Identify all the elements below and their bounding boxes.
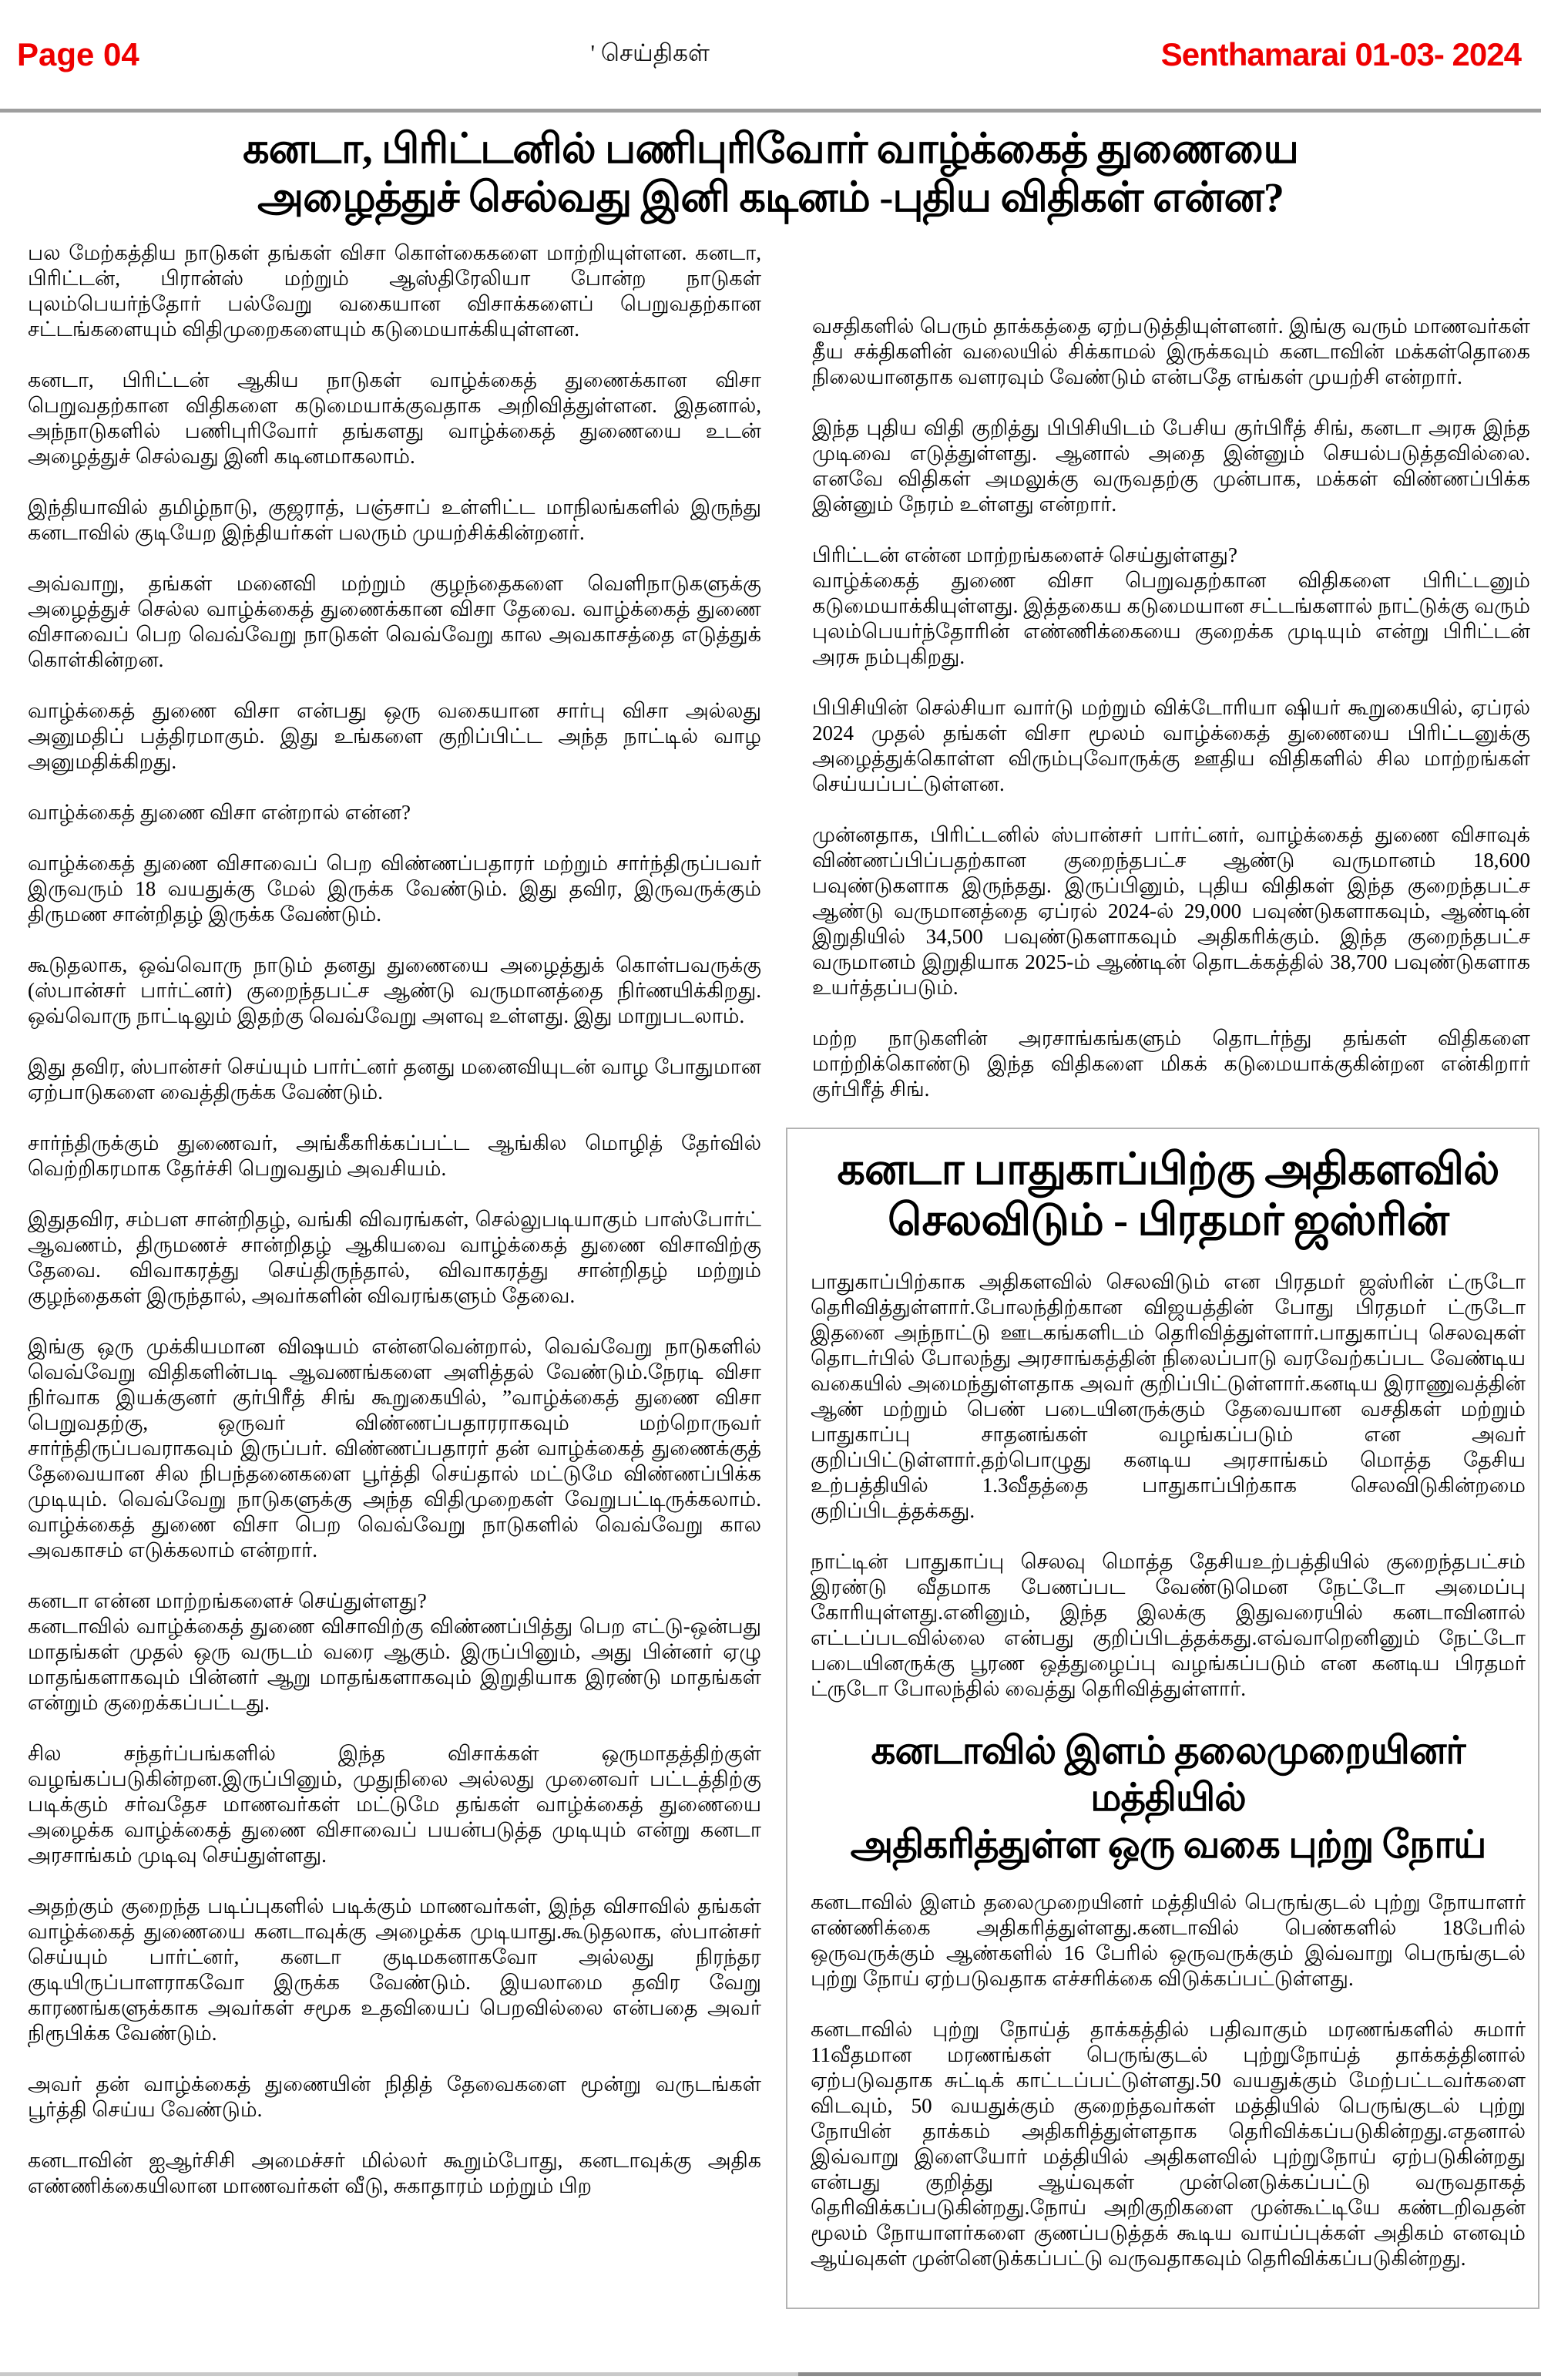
page-number: Page 04 bbox=[17, 35, 139, 72]
body-paragraph: பிபிசியின் செல்சியா வார்டு மற்றும் விக்டோரியா ஷியர் கூறுகையில், ஏப்ரல் 2024 முதல் தங்கள் விசா மூலம் வாழ்க்கைத் துணையை பிரிட்டனுக்கு அழைத்துக்கொள்ள விரும்புவோருக்கு ஊதிய விதிகளில் சில மாற்றங்கள் செய்யப்பட்டுள்ளன. bbox=[812, 696, 1530, 795]
right-column bbox=[812, 240, 1530, 2309]
masthead-date: Senthamarai 01-03- 2024 bbox=[1160, 35, 1521, 72]
body-paragraph: அவர் தன் வாழ்க்கைத் துணையின் நிதித் தேவைகளை மூன்று வருடங்கள் பூர்த்தி செய்ய வேண்டும். bbox=[28, 2072, 761, 2121]
body-paragraph: கனடா, பிரிட்டன் ஆகிய நாடுகள் வாழ்க்கைத் துணைக்கான விசா பெறுவதற்கான விதிகளை கடுமையாக்குவதாக அறிவித்துள்ளன. இதனால், அந்நாடுகளில் பணிபுரிவோர் தங்களது வாழ்க்கைத் துணையை உடன் அழைத்துச் செல்வது இனி கடினமாகலாம். bbox=[28, 368, 761, 468]
body-paragraph: முன்னதாக, பிரிட்டனில் ஸ்பான்சர் பார்ட்னர், வாழ்க்கைத் துணை விசாவுக் விண்ணப்பிப்பதற்கான குறைந்தபட்ச ஆண்டு வருமானம் 18,600 பவுண்டுகளாக இருந்தது. இருப்பினும், புதிய விதிகள் இந்த குறைந்தபட்ச ஆண்டு வருமானத்தை ஏப்ரல் 2024-ல் 29,000 பவுண்டுகளாகவும், ஆண்டின் இறுதியில் 34,500 பவுண்டுகளாகவும் அதிகரிக்கும். இந்த குறைந்தபட்ச வருமானம் இறுதியாக 2025-ம் ஆண்டின் தொடக்கத்தில் 38,700 பவுண்டுகளாக உயர்த்தப்படும். bbox=[812, 823, 1530, 999]
page-header bbox=[0, 0, 1541, 113]
body-paragraph: வாழ்க்கைத் துணை விசா பெறுவதற்கான விதிகளை பிரிட்டனும் கடுமையாக்கியுள்ளது. இத்தகைய கடுமையான சட்டங்களால் நாட்டுக்கு வரும் புலம்பெயர்ந்தோரின் எண்ணிக்கையை குறைக்க முடியும் என்று பிரிட்டன் அரசு நம்புகிறது. bbox=[812, 569, 1530, 668]
article-columns bbox=[0, 240, 1541, 2309]
main-headline-line1: கனடா, பிரிட்டனில் பணிபுரிவோர் வாழ்க்கைத் துணையை bbox=[243, 126, 1298, 172]
question-subhead: கனடா என்ன மாற்றங்களைச் செய்துள்ளது? bbox=[28, 1589, 427, 1612]
body-paragraph: அதற்கும் குறைந்த படிப்புகளில் படிக்கும் மாணவர்கள், இந்த விசாவில் தங்கள் வாழ்க்கைத் துணையை கனடாவுக்கு அழைக்க முடியாது.கூடுதலாக, ஸ்பான்சர் செய்யும் பார்ட்னர், கனடா குடிமகனாகவோ அல்லது நிரந்தர குடியிருப்பாளராகவோ இருக்க வேண்டும். இயலாமை தவிர வேறு காரணங்களுக்காக அவர்கள் சமூக உதவியைப் பெறவில்லை என்பதை அவர் நிரூபிக்க வேண்டும். bbox=[28, 1894, 762, 2045]
body-paragraph: அவ்வாறு, தங்கள் மனைவி மற்றும் குழந்தைகளை வெளிநாடுகளுக்கு அழைத்துச் செல்ல வாழ்க்கைத் துணைக்கான விசா தேவை. வாழ்க்கைத் துணை விசாவைப் பெற வெவ்வேறு நாடுகள் வெவ்வேறு கால அவகாசத்தை எடுத்துக் கொள்கின்றன. bbox=[28, 572, 761, 671]
body-paragraph: கனடாவின் ஐஆர்சிசி அமைச்சர் மில்லர் கூறும்போது, கனடாவுக்கு அதிக எண்ணிக்கையிலான மாணவர்கள் வீடு, சுகாதாரம் மற்றும் பிற bbox=[28, 2149, 761, 2197]
body-paragraph: மற்ற நாடுகளின் அரசாங்கங்களும் தொடர்ந்து தங்கள் விதிகளை மாற்றிக்கொண்டு இந்த விதிகளை மிகக் கடுமையாக்குகின்றன என்கிறார் குர்பிரீத் சிங். bbox=[812, 1027, 1530, 1101]
cancer-headline-line2: அதிகரித்துள்ள ஒரு வகை புற்று நோய் bbox=[850, 1823, 1486, 1866]
body-paragraph: இங்கு ஒரு முக்கியமான விஷயம் என்னவென்றால், வெவ்வேறு நாடுகளில் வெவ்வேறு விதிகளின்படி ஆவணங்களை அளித்தல் வேண்டும்.நேரடி விசா நிர்வாக இயக்குனர் குர்பிரீத் சிங் கூறுகையில், ”வாழ்க்கைத் துணை விசா பெறுவதற்கு, ஒருவர் விண்ணப்பதாரராகவும் மற்றொருவர் சார்ந்திருப்பவராகவும் இருப்பர். விண்ணப்பதாரர் தன் வாழ்க்கைத் துணைக்குத் தேவையான சில நிபந்தனைகளை பூர்த்தி செய்தால் மட்டுமே விண்ணப்பிக்க முடியும். வெவ்வேறு நாடுகளுக்கு அந்த விதிமுறைகள் வேறுபட்டிருக்கலாம். வாழ்க்கைத் துணை விசா பெற வெவ்வேறு நாடுகளில் வெவ்வேறு கால அவகாசம் எடுக்கலாம் என்றார். bbox=[28, 1335, 761, 1561]
question-subhead: பிரிட்டன் என்ன மாற்றங்களைச் செய்துள்ளது? bbox=[812, 543, 1237, 566]
cancer-headline-line1: கனடாவில் இளம் தலைமுறையினர் மத்தியில் bbox=[871, 1729, 1465, 1819]
body-paragraph: இதுதவிர, சம்பள சான்றிதழ், வங்கி விவரங்கள், செல்லுபடியாகும் பாஸ்போர்ட் ஆவணம், திருமணச் சான்றிதழ் ஆகியவை வாழ்க்கைத் துணை விசாவிற்கு தேவை. விவாகரத்து செய்திருந்தால், விவாகரத்து சான்றிதழ் மற்றும் குழந்தைகள் இருந்தால், அவர்களின் விவரங்களும் தேவை. bbox=[28, 1208, 761, 1307]
body-paragraph: நாட்டின் பாதுகாப்பு செலவு மொத்த தேசியஉற்பத்தியில் குறைந்தபட்சம் இரண்டு வீதமாக பேணப்பட வேண்டுமென நேட்டோ அமைப்பு கோரியுள்ளது.எனினும், இந்த இலக்கு இதுவரையில் கனடாவினால் எட்டப்படவில்லை என்பது குறிப்பிடத்தக்கது.எவ்வாறெனினும் நேட்டோ படையினருக்கு பூரண ஒத்துழைப்பு வழங்கப்படும் என கனடிய பிரதமர் ட்ருடோ போலந்தில் வைத்து தெரிவித்துள்ளார். bbox=[811, 1550, 1526, 1700]
body-paragraph: இந்தியாவில் தமிழ்நாடு, குஜராத், பஞ்சாப் உள்ளிட்ட மாநிலங்களில் இருந்து கனடாவில் குடியேற இந்தியர்கள் பலரும் முயற்சிக்கின்றனர். bbox=[28, 496, 761, 544]
body-paragraph: சில சந்தர்ப்பங்களில் இந்த விசாக்கள் ஒருமாதத்திற்குள் வழங்கப்படுகின்றன.இருப்பினும், முதுநிலை அல்லது முனைவர் பட்டத்திற்கு படிக்கும் சர்வதேச மாணவர்கள் மட்டுமே தங்கள் வாழ்க்கைத் துணையை அழைக்க வாழ்க்கைத் துணை விசாவைப் பயன்படுத்த முடியும் என்று கனடா அரசாங்கம் முடிவு செய்துள்ளது. bbox=[28, 1742, 761, 1867]
main-headline bbox=[23, 125, 1518, 222]
body-paragraph: பாதுகாப்பிற்காக அதிகளவில் செலவிடும் என பிரதமர் ஜஸ்ரின் ட்ருடோ தெரிவித்துள்ளார்.போலந்திற்கான விஜயத்தின் போது பிரதமர் ட்ருடோ இதனை அந்நாட்டு ஊடகங்களிடம் தெரிவித்துள்ளார்.பாதுகாப்பு செலவுகள் தொடர்பில் போலந்து அரசாங்கத்தின் நிலைப்பாடு வரவேற்கப்பட வேண்டிய வகையில் அமைந்துள்ளதாக அவர் குறிப்பிட்டுள்ளார்.கனடிய இராணுவத்தின் ஆண் மற்றும் பெண் படையினருக்கும் தேவையான வசதிகள் மற்றும் பாதுகாப்பு சாதனங்கள் வழங்கப்படும் என அவர் குறிப்பிட்டுள்ளார்.தற்பொழுது கனடிய அரசாங்கம் மொத்த தேசிய உற்பத்தியில் 1.3வீதத்தை பாதுகாப்பிற்காக செலவிடுகின்றமை குறிப்பிடத்தக்கது. bbox=[811, 1270, 1526, 1522]
main-headline-line2: அழைத்துச் செல்வது இனி கடினம் -புதிய விதிகள் என்ன? bbox=[257, 174, 1284, 220]
boxed-stories bbox=[786, 1128, 1539, 2309]
defence-story-body bbox=[811, 1269, 1526, 1702]
question-subhead: வாழ்க்கைத் துணை விசா என்றால் என்ன? bbox=[28, 801, 411, 824]
body-paragraph: வாழ்க்கைத் துணை விசா என்பது ஒரு வகையான சார்பு விசா அல்லது அனுமதிப் பத்திரமாகும். இது உங்களை குறிப்பிட்ட அந்த நாட்டில் வாழ அனுமதிக்கிறது. bbox=[28, 699, 761, 773]
body-paragraph: கனடாவில் இளம் தலைமுறையினர் மத்தியில் பெருங்குடல் புற்று நோயாளர் எண்ணிக்கை அதிகரித்துள்ளது.கனடாவில் பெண்களில் 18பேரில் ஒருவருக்கும் ஆண்களில் 16 பேரில் ஒருவருக்கும் இவ்வாறு பெருங்குடல் புற்று நோய் ஏற்படுவதாக எச்சரிக்கை விடுக்கப்பட்டுள்ளது. bbox=[811, 1891, 1526, 1990]
body-paragraph: கனடாவில் புற்று நோய்த் தாக்கத்தில் பதிவாகும் மரணங்களில் சுமார் 11வீதமான மரணங்கள் பெருங்குடல் புற்றுநோய்த் தாக்கத்தினால் ஏற்படுவதாக சுட்டிக் காட்டப்பட்டுள்ளது.50 வயதுக்கும் மேற்பட்டவர்களை விடவும், 50 வயதுக்கும் குறைந்தவர்கள் மத்தியில் பெருங்குடல் புற்று நோயின் தாக்கம் அதிகரித்துள்ளதாக தெரிவிக்கப்படுகின்றது.எதனால் இவ்வாறு இளையோர் மத்தியில் அதிகளவில் புற்றுநோய் ஏற்படுகின்றது என்பது குறித்து ஆய்வுகள் முன்னெடுக்கப்பட்டு வருவதாகத் தெரிவிக்கப்படுகின்றது.நோய் அறிகுறிகளை முன்கூட்டியே கண்டறிவதன் மூலம் நோயாளர்களை குணப்படுத்தக் கூடிய வாய்ப்புக்கள் அதிகம் எனவும் ஆய்வுகள் முன்னெடுக்கப்பட்டு வருவதாகவும் தெரிவிக்கப்படுகின்றது. bbox=[811, 2018, 1526, 2270]
body-paragraph: வசதிகளில் பெரும் தாக்கத்தை ஏற்படுத்தியுள்ளனர். இங்கு வரும் மாணவர்கள் தீய சக்திகளின் வலையில் சிக்காமல் இருக்கவும் கனடாவின் மக்கள்தொகை நிலையானதாக வளரவும் வேண்டும் என்பதே எங்கள் முயற்சி என்றார். bbox=[812, 314, 1530, 388]
right-column-story1 bbox=[812, 314, 1530, 1102]
left-column bbox=[28, 240, 761, 2309]
cancer-story-headline bbox=[811, 1727, 1526, 1868]
defence-headline-line1: கனடா பாதுகாப்பிற்கு அதிகளவில் bbox=[837, 1145, 1499, 1194]
body-paragraph: கூடுதலாக, ஒவ்வொரு நாடும் தனது துணையை அழைத்துக் கொள்பவருக்கு (ஸ்பான்சர் பார்ட்னர்) குறைந்தபட்ச ஆண்டு வருமானத்தை நிர்ணயிக்கிறது. ஒவ்வொரு நாட்டிலும் இதற்கு வெவ்வேறு அளவு உள்ளது. இது மாறுபடலாம். bbox=[28, 953, 761, 1027]
body-paragraph: கனடாவில் வாழ்க்கைத் துணை விசாவிற்கு விண்ணப்பித்து பெற எட்டு-ஒன்பது மாதங்கள் முதல் ஒரு வருடம் வரை ஆகும். இருப்பினும், அது பின்னர் ஏழு மாதங்களாகவும் பின்னர் ஆறு மாதங்களாகவும் இறுதியாக இரண்டு மாதங்கள் என்றும் குறைக்கப்பட்டது. bbox=[28, 1615, 761, 1714]
body-paragraph: சார்ந்திருக்கும் துணைவர், அங்கீகரிக்கப்பட்ட ஆங்கில மொழித் தேர்வில் வெற்றிகரமாக தேர்ச்சி பெறுவதும் அவசியம். bbox=[28, 1131, 761, 1180]
defence-story-headline bbox=[811, 1145, 1526, 1246]
footer-rule-left bbox=[0, 2372, 798, 2376]
body-paragraph: இது தவிர, ஸ்பான்சர் செய்யும் பார்ட்னர் தனது மனைவியுடன் வாழ போதுமான ஏற்பாடுகளை வைத்திருக்க வேண்டும். bbox=[28, 1055, 761, 1104]
footer-rule-right bbox=[798, 2372, 1541, 2376]
defence-headline-line2: செலவிடும் - பிரதமர் ஜஸ்ரின் bbox=[888, 1196, 1449, 1245]
body-paragraph: பல மேற்கத்திய நாடுகள் தங்கள் விசா கொள்கைகளை மாற்றியுள்ளன. கனடா, பிரிட்டன், பிரான்ஸ் மற்றும் ஆஸ்திரேலியா போன்ற நாடுகள் புலம்பெயர்ந்தோர் பல்வேறு வகையான விசாக்களைப் பெறுவதற்கான சட்டங்களையும் விதிமுறைகளையும் கடுமையாக்கியுள்ளன. bbox=[28, 241, 761, 341]
section-title: ' செய்திகள் bbox=[590, 39, 710, 66]
body-paragraph: வாழ்க்கைத் துணை விசாவைப் பெற விண்ணப்பதாரர் மற்றும் சார்ந்திருப்பவர் இருவரும் 18 வயதுக்கு மேல் இருக்க வேண்டும். இது தவிர, இருவருக்கும் திருமண சான்றிதழ் இருக்க வேண்டும். bbox=[28, 852, 761, 926]
cancer-story-body bbox=[811, 1890, 1526, 2271]
body-paragraph: இந்த புதிய விதி குறித்து பிபிசியிடம் பேசிய குர்பிரீத் சிங், கனடா அரசு இந்த முடிவை எடுத்துள்ளது. ஆனால் அதை இன்னும் செயல்படுத்தவில்லை. எனவே விதிகள் அமலுக்கு வருவதற்கு முன்பாக, மக்கள் விண்ணப்பிக்க இன்னும் நேரம் உள்ளது என்றார். bbox=[812, 416, 1530, 516]
